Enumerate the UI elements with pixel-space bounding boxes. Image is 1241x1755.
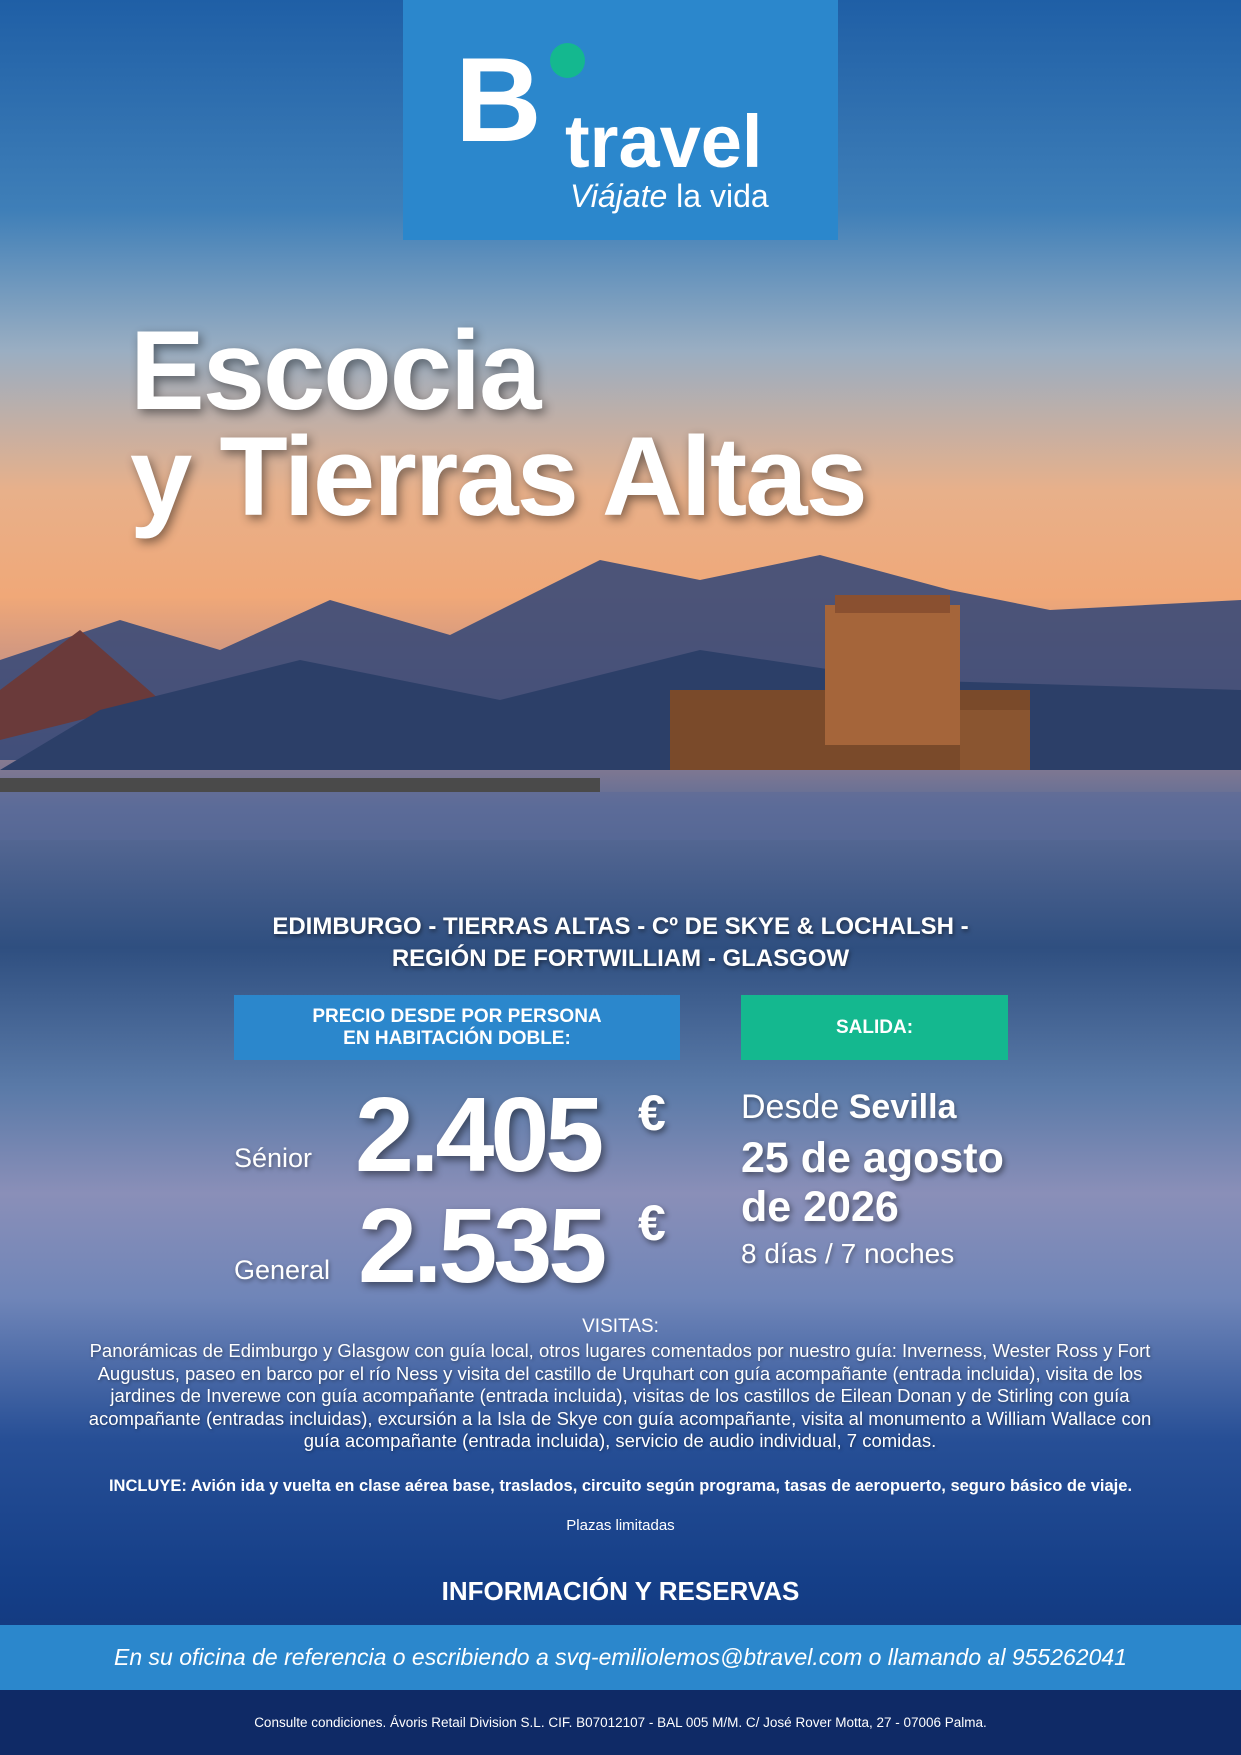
title-line-1: Escocia [130, 308, 540, 433]
price-label-general: General [234, 1255, 331, 1285]
visits-heading: VISITAS: [582, 1316, 659, 1337]
trip-duration: 8 días / 7 noches [741, 1238, 955, 1269]
page-title [130, 308, 866, 539]
contact-bar [0, 1625, 1241, 1690]
price-label-senior: Sénior [234, 1143, 313, 1173]
brand-logo-letter: B [455, 33, 542, 167]
castle-landscape-illustration [0, 540, 1241, 840]
currency-general: € [638, 1195, 666, 1251]
includes-text: INCLUYE: Avión ida y vuelta en clase aérea base, traslados, circuito según programa, tasas de aeropuerto, seguro básico de viaje. [108, 1477, 1133, 1495]
departure-date: 25 de agosto de 2026 [741, 1134, 1004, 1232]
limited-places-note: Plazas limitadas [566, 1517, 675, 1534]
price-value-general: 2.535 [358, 1187, 604, 1305]
contact-text: En su oficina de referencia o escribiendo a svq-emiliolemos@btravel.com o llamando al 955262041 [114, 1644, 1127, 1670]
visits-text: Panorámicas de Edimburgo y Glasgow con guía local, otros lugares comentados por nuestro guía: Inverness, Wester Ross y Fort Augustus, paseo en barco por el río Ness y visita del castillo de Urquhart con guía acompañante (entrada incluida), visita de los jardines de Inverewe con guía acompañante (entrada incluida), visitas de los castillos de Eilean Donan y de Stirling con guía acompañante (entradas incluidas), excursión a la Isla de Skye con guía acompañante, visita al monumento a William Wallace con guía acompañante (entrada incluida), servicio de audio individual, 7 comidas. [88, 1340, 1152, 1452]
title-line-2: y Tierras Altas [130, 414, 866, 539]
route-line-2: REGIÓN DE FORTWILLIAM - GLASGOW [391, 945, 850, 972]
legal-footer: Consulte condiciones. Ávoris Retail Division S.L. CIF. B07012107 - BAL 005 M/M. C/ José Rover Motta, 27 - 07006 Palma. [0, 1690, 1241, 1755]
departure-header-box: SALIDA: [741, 995, 1008, 1060]
price-value-senior: 2.405 [355, 1076, 601, 1194]
brand-logo-dot [550, 43, 585, 78]
brand-logo-word: travel [565, 100, 763, 183]
info-heading: INFORMACIÓN Y RESERVAS [441, 1576, 800, 1606]
departure-city: Desde Sevilla [741, 1088, 957, 1126]
price-header-box: PRECIO DESDE POR PERSONA EN HABITACIÓN DOBLE: [234, 995, 680, 1060]
route-line-1: EDIMBURGO - TIERRAS ALTAS - Cº DE SKYE & LOCHALSH - [272, 913, 969, 940]
brand-tagline: Viájate la vida [570, 178, 769, 214]
currency-senior: € [638, 1085, 666, 1141]
